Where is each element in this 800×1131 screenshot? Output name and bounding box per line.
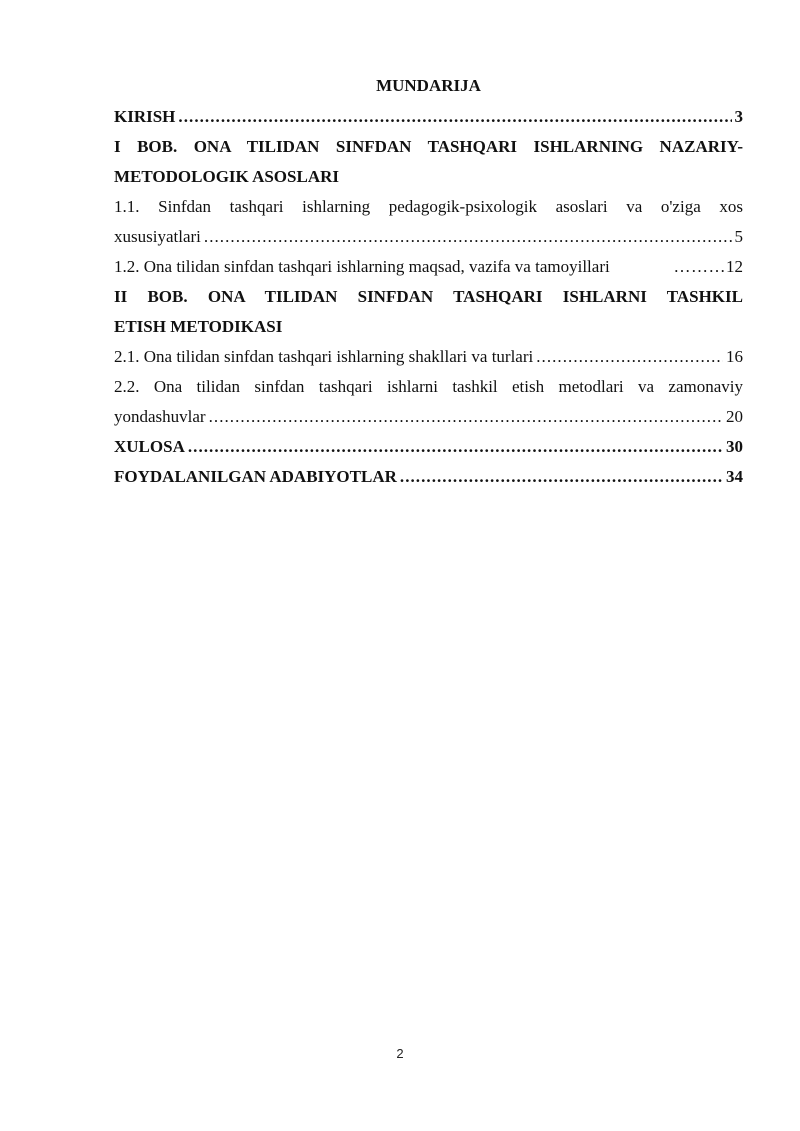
toc-chapter-2-line-2[interactable]: ETISH METODIKASI <box>114 317 283 336</box>
toc-entry-label: FOYDALANILGAN ADABIYOTLAR <box>114 467 397 486</box>
toc-entry-label: XULOSA <box>114 437 185 456</box>
toc-entry-adabiyotlar[interactable] <box>114 462 743 492</box>
toc-page-number: 20 <box>726 407 743 426</box>
toc-page-number: 12 <box>726 257 743 276</box>
page-number-footer: 2 <box>396 1046 404 1061</box>
toc-section-1-1-line-1[interactable]: 1.1. Sinfdan tashqari ishlarning pedagogik-psixologik asoslari va o'ziga xos <box>114 197 743 216</box>
toc-page-number: 16 <box>726 347 743 366</box>
toc-page-number: 30 <box>726 437 743 456</box>
dot-leader <box>188 432 723 462</box>
toc-page-number: 5 <box>734 227 743 246</box>
toc-page-number: 34 <box>726 467 743 486</box>
toc-page-number: 3 <box>734 107 743 126</box>
dot-leader <box>536 342 723 372</box>
dot-leader <box>400 462 723 492</box>
toc-entry-label: yondashuvlar <box>114 407 206 426</box>
dot-leader <box>209 402 723 432</box>
toc-entry-label: xususiyatlari <box>114 227 201 246</box>
toc-section-2-1[interactable] <box>114 342 743 372</box>
document-page <box>114 72 743 492</box>
dot-leader <box>204 222 732 252</box>
toc-entry-label: 1.2. Ona tilidan sinfdan tashqari ishlarning maqsad, vazifa va tamoyillari <box>114 257 610 276</box>
toc-section-2-2-line-2[interactable] <box>114 402 743 432</box>
toc-section-1-2[interactable] <box>114 252 743 282</box>
toc-section-1-1-line-2[interactable] <box>114 222 743 252</box>
dot-leader <box>178 102 731 132</box>
toc-entry-kirish[interactable] <box>114 102 743 132</box>
toc-chapter-1-line-1[interactable]: I BOB. ONA TILIDAN SINFDAN TASHQARI ISHLARNING NAZARIY- <box>114 137 743 156</box>
toc-entry-label: 2.1. Ona tilidan sinfdan tashqari ishlarning shakllari va turlari <box>114 347 534 366</box>
toc-entry-label: KIRISH <box>114 107 176 126</box>
toc-section-2-2-line-1[interactable]: 2.2. Ona tilidan sinfdan tashqari ishlarni tashkil etish metodlari va zamonaviy <box>114 377 743 396</box>
dot-leader: ……… <box>673 257 726 276</box>
toc-chapter-2-line-1[interactable]: II BOB. ONA TILIDAN SINFDAN TASHQARI ISHLARNI TASHKIL <box>114 287 743 306</box>
toc-title: MUNDARIJA <box>376 76 481 95</box>
toc-chapter-1-line-2[interactable]: METODOLOGIK ASOSLARI <box>114 167 339 186</box>
toc-entry-xulosa[interactable] <box>114 432 743 462</box>
